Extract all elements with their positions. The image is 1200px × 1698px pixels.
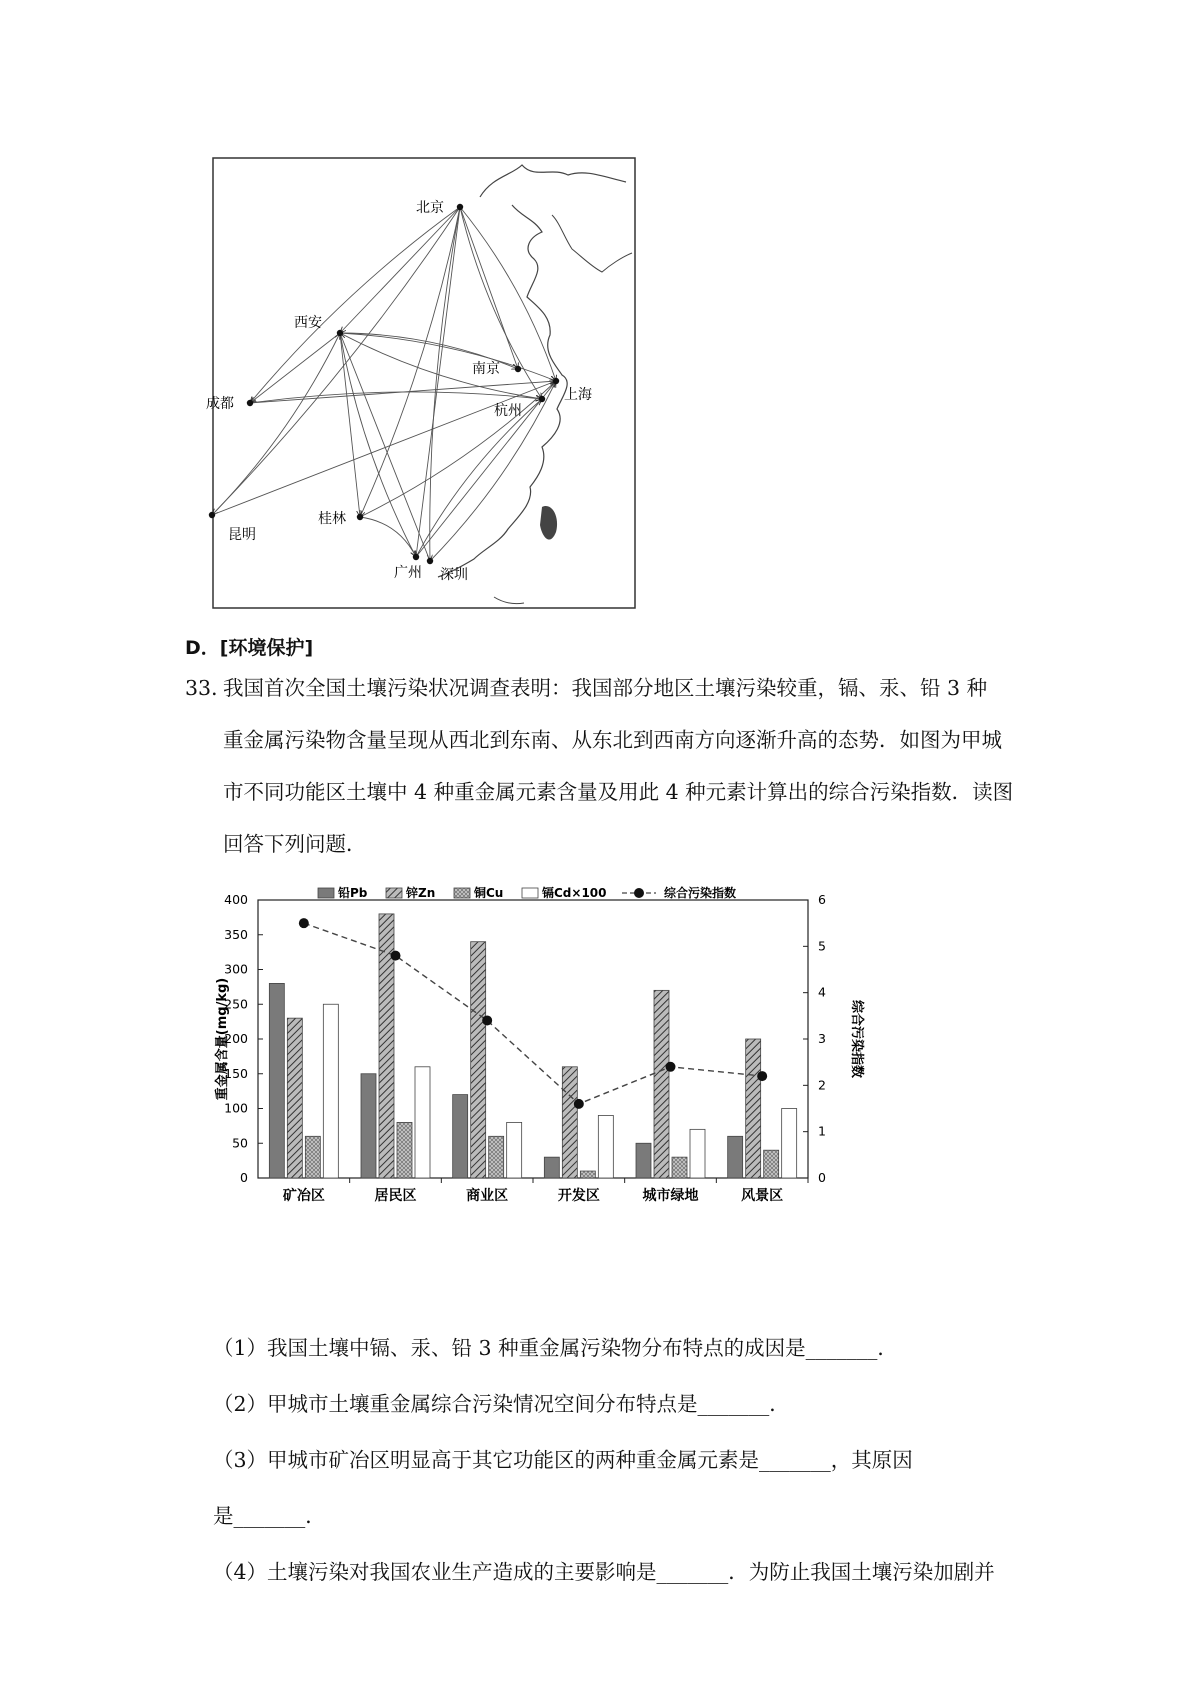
bar (323, 1004, 338, 1178)
bar (636, 1143, 651, 1178)
chart-figure (215, 870, 978, 1310)
legend-label: 镉Cd×100 (542, 886, 607, 900)
chart-legend (318, 885, 736, 900)
y-tick-label: 400 (224, 892, 248, 907)
bar (453, 1095, 468, 1178)
y-tick-label: 0 (240, 1170, 248, 1185)
y-tick-label: 250 (224, 996, 248, 1012)
y-tick-label: 100 (224, 1100, 248, 1116)
question-line-4: 回答下列问题． (223, 832, 367, 856)
legend-label: 铜Cu (474, 886, 504, 900)
plot-frame (258, 900, 808, 1178)
city-label: 杭州 (494, 403, 522, 419)
y2-tick-label: 4 (818, 984, 826, 1000)
bar (415, 1067, 430, 1178)
city-marker (427, 558, 433, 564)
city-label: 上海 (564, 387, 592, 403)
legend-marker (634, 888, 644, 898)
sub-question-4: （4）土壤污染对我国农业生产造成的主要影响是_______．为防止我国土壤污染加剧并 (213, 1560, 995, 1584)
city-label: 广州 (394, 565, 422, 581)
legend-swatch (386, 888, 402, 898)
y2-tick-label: 0 (818, 1170, 826, 1185)
bar (782, 1109, 797, 1179)
category-label: 居民区 (374, 1188, 417, 1204)
legend-swatch (318, 888, 334, 898)
city-label: 桂林 (318, 511, 346, 527)
question-line-1: 我国首次全国土壤污染状况调查表明：我国部分地区土壤污染较重，镉、汞、铅 3 种 (223, 676, 988, 700)
legend-label: 综合污染指数 (664, 886, 737, 900)
bar (507, 1122, 522, 1178)
sub-question-3-cont: 是_______． (213, 1504, 326, 1528)
bar (544, 1157, 559, 1178)
index-point (482, 1015, 492, 1025)
y2-tick-label: 6 (818, 892, 826, 907)
category-label: 开发区 (557, 1188, 600, 1204)
bar (746, 1039, 761, 1178)
city-label: 深圳 (440, 567, 468, 583)
category-label: 城市绿地 (642, 1188, 699, 1204)
bar (305, 1136, 320, 1178)
city-label: 南京 (472, 361, 500, 377)
city-marker (539, 396, 545, 402)
city-label: 北京 (416, 200, 444, 216)
bar (287, 1018, 302, 1178)
sub-question-3: （3）甲城市矿冶区明显高于其它功能区的两种重金属元素是_______，其原因 (213, 1448, 913, 1472)
category-label: 矿冶区 (282, 1188, 325, 1204)
bar (690, 1129, 705, 1178)
bar (471, 942, 486, 1178)
flight-route-map (206, 157, 636, 609)
category-label: 风景区 (741, 1188, 784, 1204)
question-line-2: 重金属污染物含量呈现从西北到东南、从东北到西南方向逐渐升高的态势．如图为甲城 (223, 728, 1002, 752)
index-point (299, 918, 309, 928)
legend-label: 铅Pb (338, 886, 368, 900)
heavy-metal-chart (215, 870, 978, 1310)
legend-swatch (522, 888, 538, 898)
bar (580, 1171, 595, 1178)
bar (562, 1067, 577, 1178)
city-label: 西安 (294, 315, 322, 331)
index-point (574, 1099, 584, 1109)
city-marker (357, 514, 363, 520)
city-label: 昆明 (228, 527, 256, 543)
y-tick-label: 300 (224, 961, 248, 977)
bar (489, 1136, 504, 1178)
bar (654, 990, 669, 1178)
question-number: 33． (185, 676, 232, 700)
bar (269, 983, 284, 1178)
city-marker (515, 366, 521, 372)
bar (728, 1136, 743, 1178)
city-marker (209, 512, 215, 518)
city-label: 成都 (206, 396, 234, 412)
bar (672, 1157, 687, 1178)
map-figure (206, 157, 636, 609)
city-marker (457, 204, 463, 210)
index-point (757, 1071, 767, 1081)
question-line-3: 市不同功能区土壤中 4 种重金属元素含量及用此 4 种元素计算出的综合污染指数．读图 (223, 780, 1014, 804)
bar (764, 1150, 779, 1178)
category-label: 商业区 (466, 1188, 509, 1204)
city-marker (553, 378, 559, 384)
index-point (391, 951, 401, 961)
legend-label: 锌Zn (406, 886, 436, 900)
legend-swatch (454, 888, 470, 898)
y-axis-label: 重金属含量(mg/kg) (215, 977, 230, 1101)
y-tick-label: 350 (224, 926, 248, 942)
city-marker (247, 400, 253, 406)
y2-tick-label: 5 (818, 938, 826, 954)
y2-axis-label: 综合污染指数 (849, 999, 864, 1079)
index-point (666, 1062, 676, 1072)
y2-tick-label: 1 (818, 1123, 826, 1139)
sub-question-1: （1）我国土壤中镉、汞、铅 3 种重金属污染物分布特点的成因是_______． (213, 1336, 898, 1360)
city-marker (413, 554, 419, 560)
y-tick-label: 150 (224, 1065, 248, 1081)
y-tick-label: 200 (224, 1031, 248, 1046)
y2-tick-label: 3 (818, 1031, 826, 1046)
city-marker (337, 330, 343, 336)
bar (361, 1074, 376, 1178)
y-tick-label: 50 (232, 1135, 248, 1151)
bar (598, 1115, 613, 1178)
y2-tick-label: 2 (818, 1077, 826, 1093)
sub-question-2: （2）甲城市土壤重金属综合污染情况空间分布特点是_______． (213, 1392, 790, 1416)
section-heading: D．[环境保护] (185, 637, 314, 659)
bar (397, 1122, 412, 1178)
